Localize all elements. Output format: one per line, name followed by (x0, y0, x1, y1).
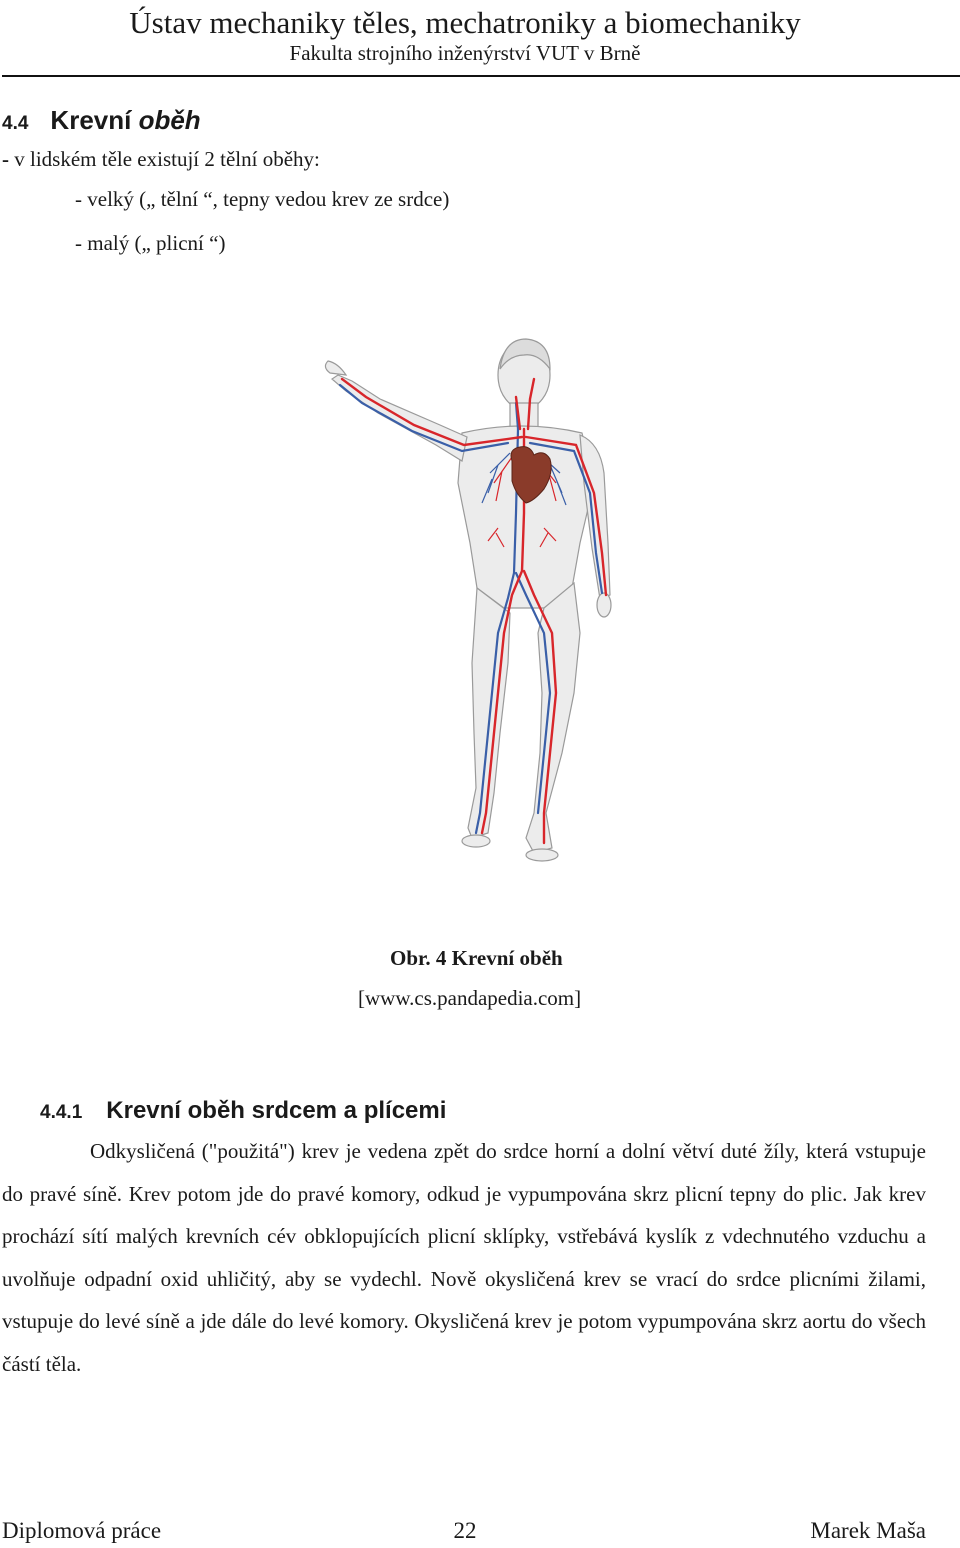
footer-author: Marek Maša (810, 1518, 926, 1543)
intro-line (2, 146, 320, 172)
footer-doc-type: Diplomová práce (2, 1518, 162, 1543)
figure-source: [www.cs.pandapedia.com] (358, 986, 582, 1010)
subsection-title: Krevní oběh srdcem a plícemi (106, 1097, 447, 1124)
section-heading (2, 104, 201, 140)
header-divider (2, 75, 960, 77)
section-title-italic: oběh (138, 105, 201, 135)
list-item-small-circulation: - malý („ plicní “) (75, 231, 226, 255)
subsection-heading (40, 1096, 446, 1128)
intro-bullet: - (2, 147, 9, 171)
header-subtitle: Fakulta strojního inženýrství VUT v Brně (289, 41, 641, 65)
intro-text: v lidském těle existují 2 tělní oběhy: (9, 147, 320, 171)
list-item-large-circulation: - velký („ tělní “, tepny vedou krev ze srdce) (75, 187, 450, 211)
section-title-plain: Krevní (50, 105, 139, 135)
header-title: Ústav mechaniky těles, mechatroniky a biomechaniky (129, 5, 801, 40)
subsection-number: 4.4.1 (40, 1102, 83, 1123)
body-silhouette (325, 339, 611, 861)
circulatory-system-figure (312, 333, 612, 873)
section-number: 4.4 (2, 113, 29, 134)
figure-caption: Obr. 4 Krevní oběh (390, 946, 563, 970)
body-paragraph (2, 1130, 926, 1386)
paragraph-text: Odkysličená ("použitá") krev je vedena zpět do srdce horní a dolní větví duté žíly, která vstupuje do pravé síně. Krev potom jde do pravé komory, odkud je vypumpována skrz plicní tepny do plic. Jak krev prochází sítí malých krevních cév obklopujících plicní sklípky, vstřebává kyslík z vdechnutého vzduchu a uvolňuje odpadní oxid uhličitý, aby se vydechl. Nově okysličená krev se vrací do srdce plicními žilami, vstupuje do levé síně a jde dále do levé komory. Okysličená krev je potom vypumpována skrz aortu do všech částí těla. (2, 1139, 926, 1376)
footer-page-number: 22 (453, 1518, 477, 1543)
